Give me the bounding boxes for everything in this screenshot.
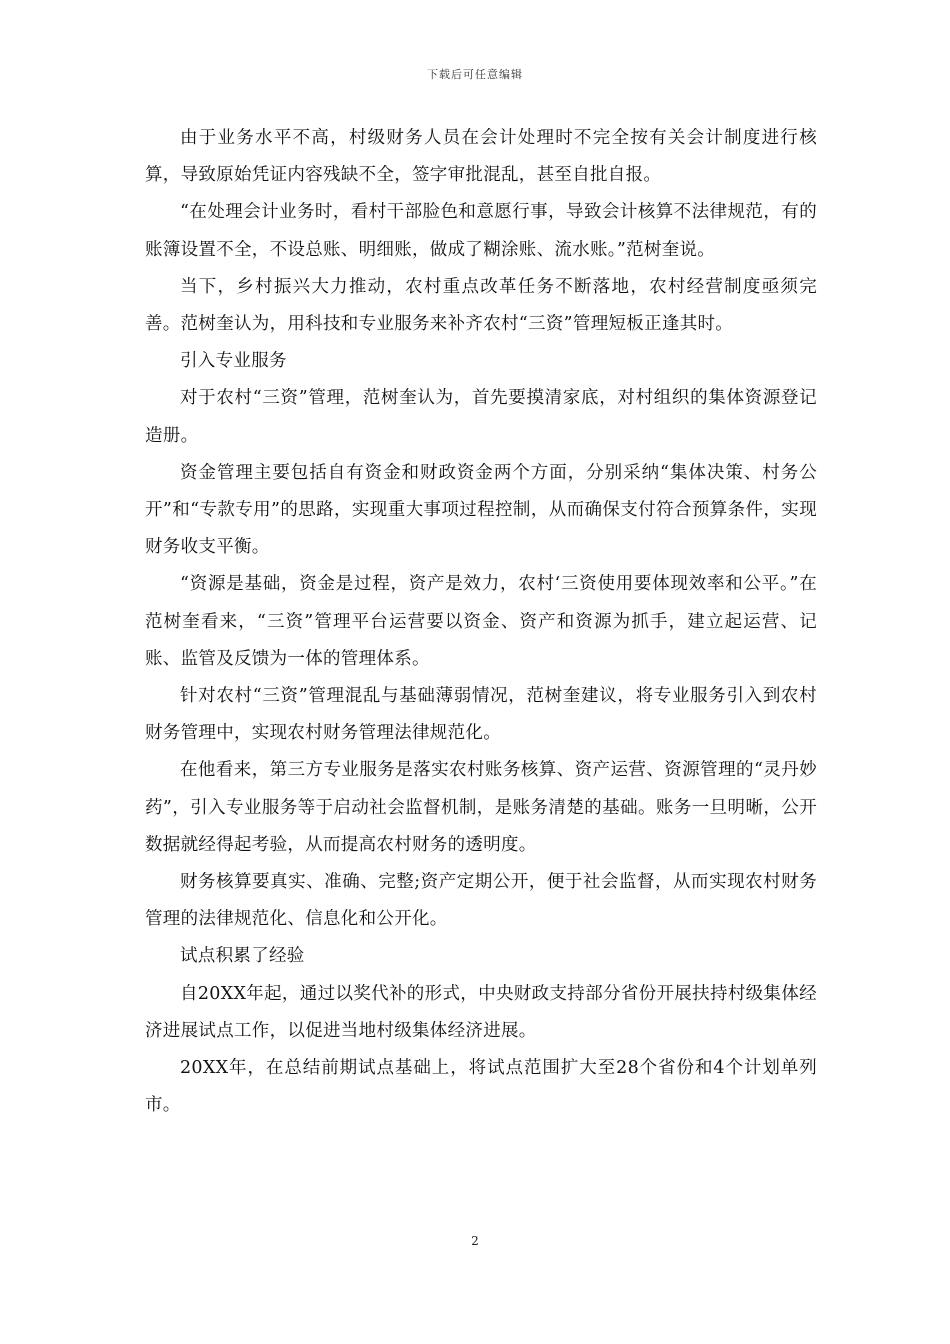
paragraph: 资金管理主要包括自有资金和财政资金两个方面，分别采纳“集体决策、村务公开”和“专款专用”的思路，实现重大事项过程控制，从而确保支付符合预算条件，实现财务收支平衡。 [145,462,817,558]
document-body [145,120,817,1124]
paragraph: “在处理会计业务时，看村干部脸色和意愿行事，导致会计核算不法律规范，有的账簿设置不全，不设总账、明细账，做成了糊涂账、流水账。”范树奎说。 [145,202,817,260]
page-number: 2 [471,1234,479,1248]
paragraph: 由于业务水平不高，村级财务人员在会计处理时不完全按有关会计制度进行核算，导致原始凭证内容残缺不全，签字审批混乱，甚至自批自报。 [145,128,817,186]
page-header: 下载后可任意编辑 [427,68,523,81]
paragraph: “资源是基础，资金是过程，资产是效力，农村‘三资使用要体现效率和公平。”在范树奎看来，“三资”管理平台运营要以资金、资产和资源为抓手，建立起运营、记账、监管及反馈为一体的管理体系。 [145,574,817,669]
paragraph: 自20XX年起，通过以奖代补的形式，中央财政支持部分省份开展扶持村级集体经济进展试点工作，以促进当地村级集体经济进展。 [145,983,817,1041]
paragraph: 财务核算要真实、准确、完整;资产定期公开，便于社会监督，从而实现农村财务管理的法律规范化、信息化和公开化。 [145,872,817,930]
section-heading: 试点积累了经验 [180,946,305,967]
paragraph: 对于农村“三资”管理，范树奎认为，首先要摸清家底，对村组织的集体资源登记造册。 [145,388,817,446]
paragraph: 在他看来，第三方专业服务是落实农村账务核算、资产运营、资源管理的“灵丹妙药”，引入专业服务等于启动社会监督机制，是账务清楚的基础。账务一旦明晰，公开数据就经得起考验，从而提高农村财务的透明度。 [145,760,817,855]
paragraph: 针对农村“三资”管理混乱与基础薄弱情况，范树奎建议，将专业服务引入到农村财务管理中，实现农村财务管理法律规范化。 [145,686,817,744]
paragraph: 20XX年，在总结前期试点基础上，将试点范围扩大至28个省份和4个计划单列市。 [145,1058,817,1116]
section-heading: 引入专业服务 [180,351,287,372]
paragraph: 当下，乡村振兴大力推动，农村重点改革任务不断落地，农村经营制度亟须完善。范树奎认为，用科技和专业服务来补齐农村“三资”管理短板正逢其时。 [145,276,817,335]
